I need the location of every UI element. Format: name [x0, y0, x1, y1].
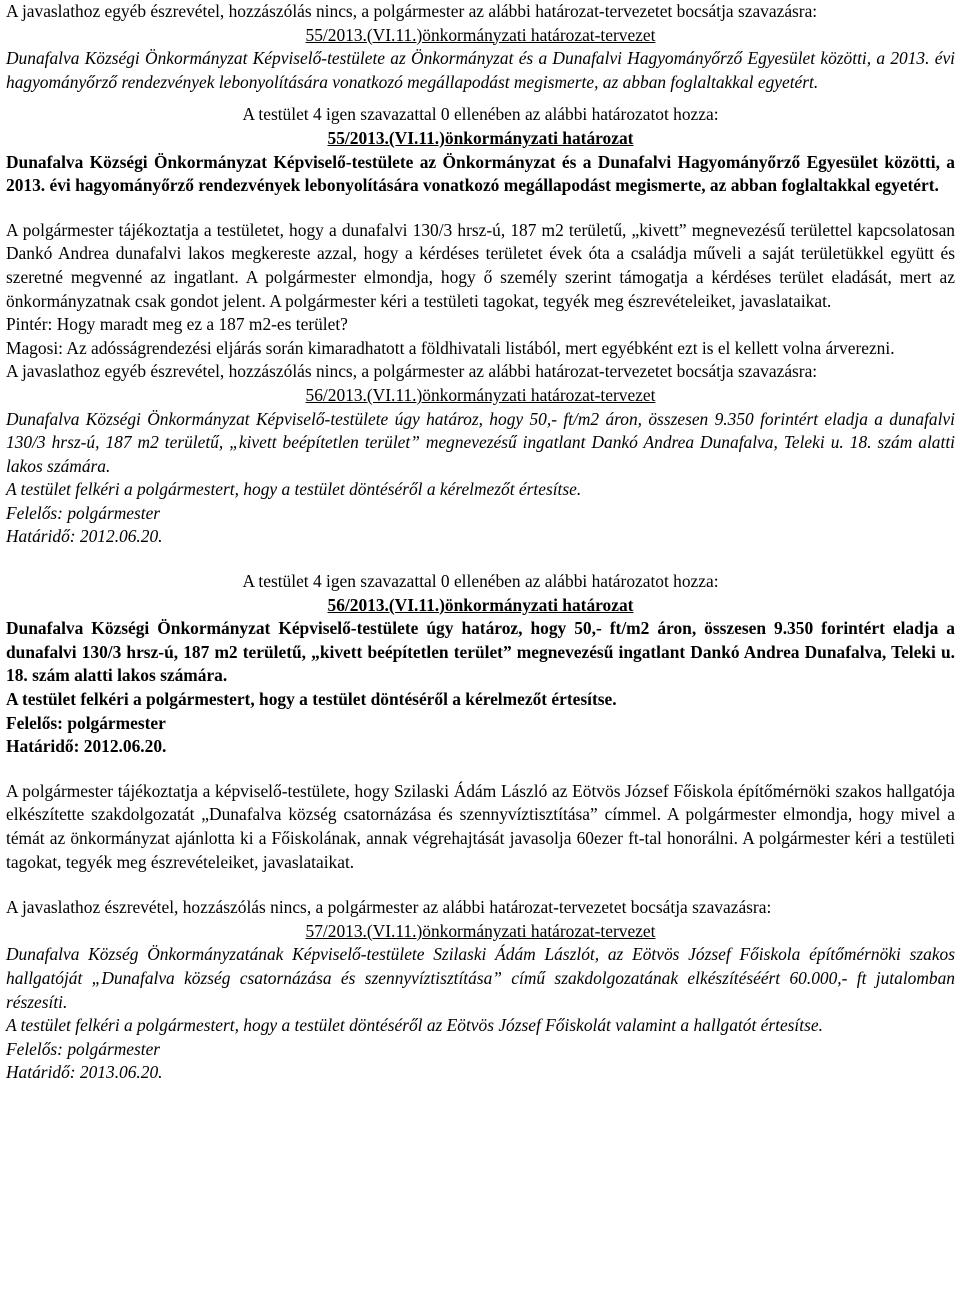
- draft-resolution-title: 57/2013.(VI.11.)önkormányzati határozat-tervezet: [305, 920, 656, 941]
- resolution-title: 55/2013.(VI.11.)önkormányzati határozat: [327, 127, 634, 148]
- mayor-report-paragraph: A polgármester tájékoztatja a képviselő-testülete, hogy Szilaski Ádám László az Eötvös József Főiskola építőmérnöki szakos hallgatója elkészítette szakdolgozatát „Dunafalva község csatornázása és szennyvíztisztítása” címmel. A polgármester elmondja, hogy mivel a témát az önkormányzat ajánlotta ki a Főiskolának, annak végrehajtását javasolja 60ezer ft-tal honorálni. A polgármester kéri a testületi tagokat, tegyék meg észrevételeiket, javaslataikat.: [6, 780, 955, 872]
- question-pinter: Pintér: Hogy maradt meg ez a 187 m2-es terület?: [6, 314, 348, 335]
- spacer: [6, 874, 955, 896]
- draft-resolution-instruction: A testület felkéri a polgármestert, hogy a testület döntéséről a kérelmezőt értesítse.: [6, 479, 582, 500]
- draft-resolution-instruction: A testület felkéri a polgármestert, hogy a testület döntéséről az Eötvös József Főiskolát valamint a hallgatót értesítse.: [6, 1015, 823, 1036]
- deadline: Határidő: 2013.06.20.: [6, 1062, 163, 1083]
- deadline: Határidő: 2012.06.20.: [6, 736, 167, 757]
- proposal-intro: A javaslathoz egyéb észrevétel, hozzászólás nincs, a polgármester az alábbi határozat-tervezetet bocsátja szavazásra:: [6, 1, 818, 21]
- resolution-text: Dunafalva Községi Önkormányzat Képviselő-testülete az Önkormányzat és a Dunafalvi Hagyományőrző Egyesület közötti, a 2013. évi hagyományőrző rendezvények lebonyolítására vonatkozó megállapodást megismerte, az abban foglaltakkal egyetért.: [6, 151, 955, 196]
- vote-statement: A testület 4 igen szavazattal 0 ellenében az alábbi határozatot hozza:: [242, 571, 719, 592]
- spacer: [6, 94, 955, 103]
- proposal-intro: A javaslathoz észrevétel, hozzászólás nincs, a polgármester az alábbi határozat-tervezetet bocsátja szavazásra:: [6, 897, 772, 918]
- resolution-text: Dunafalva Községi Önkormányzat Képviselő-testülete úgy határoz, hogy 50,- ft/m2 áron, összesen 9.350 forintért eladja a dunafalvi 130/3 hrsz-ú, 187 m2 területű, „kivett beépítetlen terület” megnevezésű ingatlant Dankó Andrea Dunafalva, Teleki u. 18. szám alatti lakos számára.: [6, 618, 955, 686]
- resolution-instruction: A testület felkéri a polgármestert, hogy a testület döntéséről a kérelmezőt értesítse.: [6, 689, 617, 710]
- answer-magosi: Magosi: Az adósságrendezési eljárás során kimaradhatott a földhivatali listából, mert egyébként ezt is el kellett volna árverezni.: [6, 337, 895, 358]
- deadline: Határidő: 2012.06.20.: [6, 526, 163, 547]
- spacer: [6, 198, 955, 219]
- draft-resolution-text: Dunafalva Községi Önkormányzat Képviselő-testülete az Önkormányzat és a Dunafalvi Hagyományőrző Egyesület közötti, a 2013. évi hagyományőrző rendezvények lebonyolítására vonatkozó megállapodást megismerte, az abban foglaltakkal egyetért.: [6, 48, 955, 92]
- responsible-person: Felelős: polgármester: [6, 712, 166, 733]
- proposal-intro: A javaslathoz egyéb észrevétel, hozzászólás nincs, a polgármester az alábbi határozat-tervezetet bocsátja szavazásra:: [6, 361, 818, 382]
- mayor-report-paragraph: A polgármester tájékoztatja a testületet, hogy a dunafalvi 130/3 hrsz-ú, 187 m2 területű, „kivett” megnevezésű területtel kapcsolatosan Dankó Andrea dunafalvi lakos megkereste azzal, hogy a kérdéses területet évek óta a családja műveli a saját területükkel együtt és szeretné megvenné az ingatlant. A polgármester elmondja, hogy ő személy szerint támogatja a kérdéses terület eladását, mert az önkormányzatnak csak gondot jelent. A polgármester kéri a testületi tagokat, tegyék meg észrevételeiket, javaslataikat.: [6, 219, 955, 311]
- spacer: [6, 549, 955, 570]
- draft-resolution-title: 56/2013.(VI.11.)önkormányzati határozat-tervezet: [305, 384, 656, 405]
- draft-resolution-text: Dunafalva Községi Önkormányzat Képviselő-testülete úgy határoz, hogy 50,- ft/m2 áron, összesen 9.350 forintért eladja a dunafalvi 130/3 hrsz-ú, 187 m2 területű, „kivett beépítetlen terület” megnevezésű ingatlant Dankó Andrea Dunafalva, Teleki u. 18. szám alatti lakos számára.: [6, 408, 955, 476]
- responsible-person: Felelős: polgármester: [6, 1038, 161, 1059]
- resolution-title: 56/2013.(VI.11.)önkormányzati határozat: [327, 594, 634, 615]
- draft-resolution-text: Dunafalva Község Önkormányzatának Képviselő-testülete Szilaski Ádám Lászlót, az Eötvös József Főiskola építőmérnöki szakos hallgatóját „Dunafalva község csatornázása és szennyvíztisztítása” című szakdolgozatának elkészítéséért 60.000,- ft jutalomban részesíti.: [6, 944, 955, 1012]
- draft-resolution-title: 55/2013.(VI.11.)önkormányzati határozat-tervezet: [305, 24, 656, 45]
- spacer: [6, 759, 955, 780]
- vote-statement: A testület 4 igen szavazattal 0 ellenében az alábbi határozatot hozza:: [242, 104, 719, 125]
- responsible-person: Felelős: polgármester: [6, 502, 161, 523]
